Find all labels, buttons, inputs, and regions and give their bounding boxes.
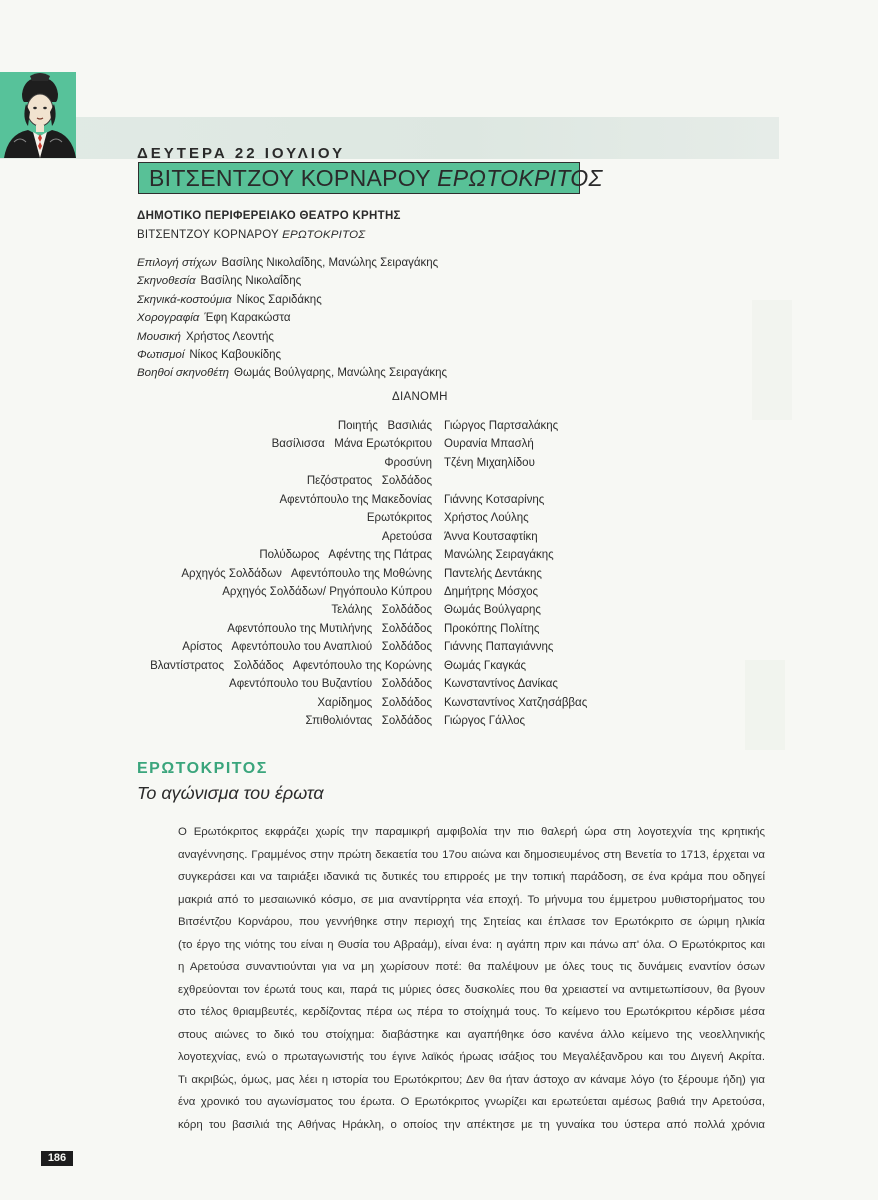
credit-name: Βασίλης Νικολαΐδης, Μανώλης Σειραγάκης [221,257,439,269]
performance-date: ΔΕΥΤΕΡΑ 22 ΙΟΥΛΙΟΥ [137,145,346,162]
cast-roles: Βλαντίστρατος Σολδάδος Αφεντόπουλο της Κορώνης [150,659,432,672]
cast-roles: Αρχηγός Σολδάδων/ Ρηγόπουλο Κύπρου [222,585,432,598]
article-line: συγκεράσει και να ταιριάξει ιδανικά τις δυτικές του επιρροές με την τοπική παράδοση, σε ένα κράμα που οδηγεί [178,871,765,883]
cast-actor: Κωνσταντίνος Δανίκας [444,678,558,691]
credits-list [137,254,447,383]
cast-row [0,638,878,656]
credit-row [137,254,447,272]
credit-name: Βασίλης Νικολαΐδης [200,275,302,288]
credit-role: Σκηνοθεσία [137,275,196,288]
article-body [178,821,765,1136]
cast-row [0,601,878,619]
cast-row [0,472,878,490]
cast-actor: Τζένη Μιχαηλίδου [444,456,535,469]
cast-row [0,546,878,564]
portrait-icon [0,72,76,158]
article-line: λογοτεχνίας, ενώ ο πρωταγωνιστής του έγινε λαϊκός ήρωας ισάξιος του Μεγαλέξανδρου και του Διγενή Ακρίτα. [178,1051,765,1063]
cast-row [0,657,878,675]
cast-row [0,509,878,527]
cast-actor: Ουρανία Μπασλή [444,438,534,451]
portrait-illustration [0,72,76,158]
show-through-shadow [752,300,792,420]
credit-role: Φωτισμοί [137,348,185,361]
credit-row [137,346,447,364]
header-band [0,117,779,159]
cast-roles: Αρίστος Αφεντόπουλο του Αναπλιού Σολδάδος [182,641,432,654]
cast-roles: Σπιθολιόντας Σολδάδος [305,715,432,727]
cast-actor: Γιώργος Γάλλος [444,715,526,727]
credit-role: Σκηνικά-κοστούμια [137,293,232,306]
cast-roles: Φροσύνη [384,456,432,469]
article-line: η Αρετούσα συναντιούνται για να μη χωρίσουν ποτέ: θα παλέψουν με όλες τους τις δυνάμεις εναντίον όσων [178,961,765,973]
credit-role: Επιλογή στίχων [137,257,217,269]
article-line: μακριά από το μεσαιωνικό κόσμο, σε μια αναντίρρητα νέα εποχή. Το μήνυμα του έμμετρου μυθιστορήματος του [178,893,765,906]
cast-actor: Προκόπης Πολίτης [444,622,540,635]
article-line: κόρη του βασιλιά της Αθήνας Ηράκλη, ο οποίος την απέκτησε με τη γυναίκα του ύστερα από πολλά χρόνια [178,1118,765,1131]
cast-row [0,528,878,546]
article-line: ένα χρονικό του αγωνίσματος του έρωτα. Ο Ερωτόκριτος γνωρίζει και ερωτεύεται αμέσως βαθιά την Αρετούσα, [178,1096,765,1108]
cast-list [0,417,878,730]
cast-row [0,675,878,693]
cast-actor: Μανώλης Σειραγάκης [444,549,554,562]
cast-row [0,491,878,509]
section-subtitle: Το αγώνισμα του έρωτα [137,783,324,803]
article-line: (το έργο της νιότης του είναι η Θυσία του Αβραάμ), είναι ένα: η αγάπη πριν και πάνω απ' όλα. Ο Ερωτόκριτος και [178,938,765,951]
credit-row [137,328,447,346]
credit-name: Θωμάς Βούλγαρης, Μανώλης Σειραγάκης [234,367,448,380]
cast-row [0,565,878,583]
credit-name: Χρήστος Λεοντής [185,330,274,343]
article-line: εχθρεύονται τον έρωτά τους και, παρά τις μύριες όσες δυσκολίες που θα χρειαστεί να αντιμετωπίσουν, θα βγουν [178,983,765,996]
play-title [138,162,603,194]
cast-row [0,694,878,712]
credit-name: Νίκος Καβουκίδης [189,348,282,361]
cast-row [0,620,878,638]
credit-role: Βοηθοί σκηνοθέτη [137,367,230,380]
credit-row [137,291,447,309]
cast-roles: Αφεντόπουλο της Μακεδονίας [279,493,432,506]
play-title-author: ΒΙΤΣΕΝΤΖΟΥ ΚΟΡΝΑΡΟΥ [149,165,438,191]
cast-roles: Αρετούσα [381,530,432,543]
article-line: Βιτσέντζου Κορνάρου, που γεννήθηκε στην περιοχή της Σητείας και έπλασε τον Ερωτόκριτο σε ώριμη ηλικία [178,916,765,928]
cast-row [0,712,878,730]
cast-roles: Αρχηγός Σολδάδων Αφεντόπουλο της Μοθώνης [181,567,432,580]
cast-actor: Δημήτρης Μόσχος [444,585,539,598]
cast-actor: Γιώργος Παρτσαλάκης [444,420,559,432]
cast-actor: Κωνσταντίνος Χατζησάββας [444,696,588,709]
cast-actor: Γιάννης Παπαγιάννης [444,641,554,654]
cast-roles: Πολύδωρος Αφέντης της Πάτρας [259,549,432,562]
credit-name: Έφη Καρακώστα [204,312,291,325]
credit-row [137,364,447,382]
cast-row [0,435,878,453]
production-subtitle [137,229,365,241]
article-line: Ο Ερωτόκριτος εκφράζει χωρίς την παραμικρή αμφιβολία την πιο θαλερή ώρα στη λογοτεχνία της κρητικής [178,826,765,838]
subtitle-author: ΒΙΤΣΕΝΤΖΟΥ ΚΟΡΝΑΡΟΥ [137,229,283,241]
article-line: Τι ακριβώς, όμως, μας λέει η ιστορία του Ερωτόκριτου; Δεν θα ήταν άστοχο αν κάναμε λόγο (το ξέρουμε ήδη) για [178,1073,765,1086]
theatre-name: ΔΗΜΟΤΙΚΟ ΠΕΡΙΦΕΡΕΙΑΚΟ ΘΕΑΤΡΟ ΚΡΗΤΗΣ [137,210,401,222]
credit-row [137,272,447,290]
cast-roles: Πεζόστρατος Σολδάδος [306,475,432,488]
section-title: ΕΡΩΤΟΚΡΙΤΟΣ [137,760,268,777]
cast-heading: ΔΙΑΝΟΜΗ [392,391,448,403]
cast-actor: Γιάννης Κοτσαρίνης [444,493,545,506]
cast-roles: Αφεντόπουλο του Βυζαντίου Σολδάδος [229,678,432,691]
credit-name: Νίκος Σαριδάκης [236,293,322,306]
cast-actor: Χρήστος Λούλης [444,512,529,525]
page-number: 186 [41,1151,73,1166]
cast-row [0,417,878,435]
cast-actor: Άννα Κουτσαφτίκη [444,530,538,543]
cast-actor: Θωμάς Βούλγαρης [444,604,541,617]
play-title-name: ΕΡΩΤΟΚΡΙΤΟΣ [437,165,603,191]
cast-row [0,583,878,601]
cast-roles: Τελάλης Σολδάδος [331,604,432,617]
cast-roles: Αφεντόπουλο της Μυτιλήνης Σολδάδος [227,622,432,635]
credit-row [137,309,447,327]
article-line: στους αιώνες το δικό του στοίχημα: διαβάστηκε και αγαπήθηκε όσο κανένα άλλο κείμενο της νεοελληνικής [178,1028,765,1041]
credit-role: Μουσική [137,330,181,343]
article-line: στο τέλος θριαμβευτές, κερδίζοντας πέρα ως πέρα το στοίχημά τους. Το κείμενο του Ερωτόκριτου κέρδισε μέσα [178,1006,765,1018]
cast-roles: Χαρίδημος Σολδάδος [317,696,432,709]
cast-actor: Παντελής Δεντάκης [444,567,542,580]
article-line: αναγέννησης. Γραμμένος στην πρώτη δεκαετία του 17ου αιώνα και δημοσιευμένος στη Βενετία το 1713, έρχεται να [178,848,765,861]
cast-actor: Θωμάς Γκαγκάς [444,659,527,672]
subtitle-play: ΕΡΩΤΟΚΡΙΤΟΣ [282,229,366,241]
cast-roles: Ποιητής Βασιλιάς [337,420,432,432]
cast-roles: Βασίλισσα Μάνα Ερωτόκριτου [271,438,432,451]
cast-row [0,454,878,472]
credit-role: Χορογραφία [137,312,200,325]
cast-roles: Ερωτόκριτος [366,512,432,525]
